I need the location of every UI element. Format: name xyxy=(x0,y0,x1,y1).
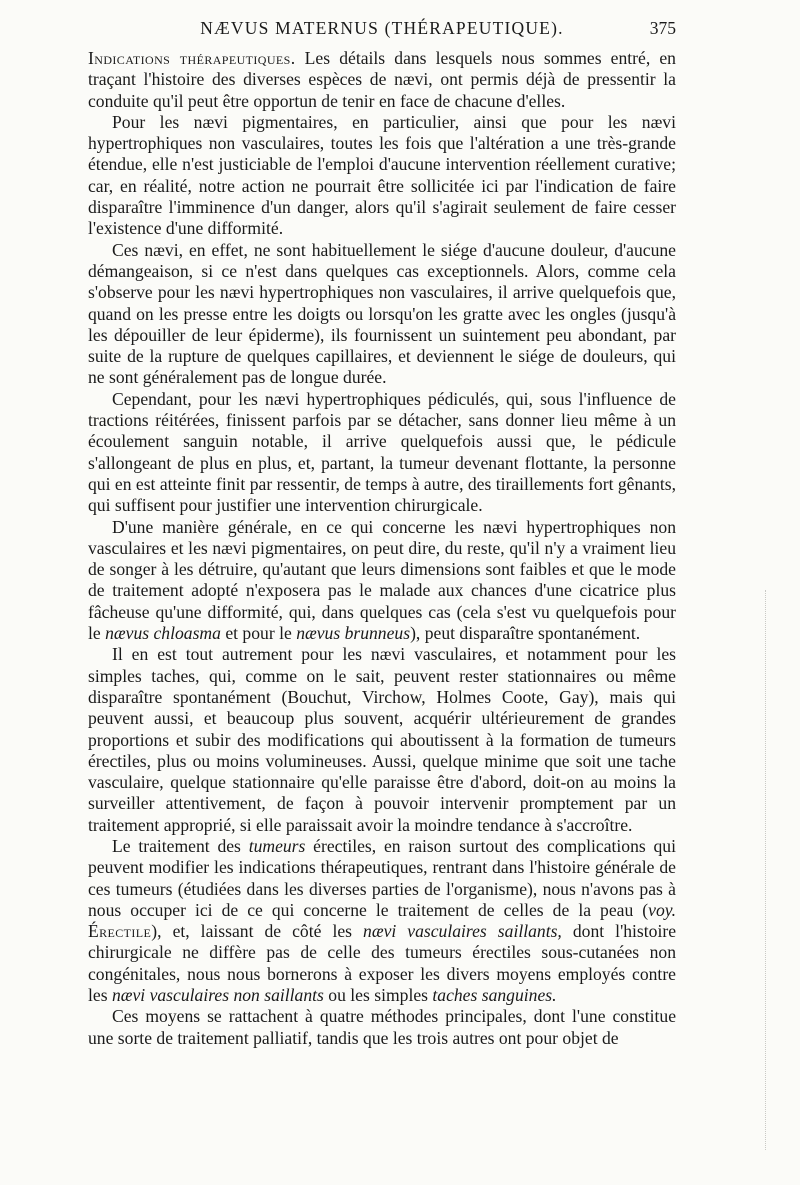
paragraph-text: ), et, laissant de côté les xyxy=(151,921,364,942)
italic-term: nævus brunneus xyxy=(296,623,411,644)
italic-term: nævus chloasma xyxy=(105,623,221,644)
paragraph-text: D'une manière générale, en ce qui concerne les nævi hypertrophiques non vasculaires et les nævi pigmentaires, on peut dire, du reste, qu'il n'y a vraiment lieu de songer à les détruire, qu'autant que leurs dimensions sont faibles et que le mode de traitement adopté n'exposera pas le malade aux chances d'une cicatrice plus fâcheuse qu'une difformité, qui, dans quelques cas (cela s'est vu quelquefois pour le xyxy=(88,516,676,644)
cross-reference: Érectile xyxy=(88,921,152,942)
italic-term: taches sanguines. xyxy=(432,985,557,1006)
paragraph-text: ou les simples xyxy=(323,985,433,1006)
paragraph-text: et pour le xyxy=(220,623,297,644)
paragraph-text: ), peut disparaître spontanément. xyxy=(410,623,641,644)
page-number: 375 xyxy=(649,18,676,38)
paragraph-moyens: Ces moyens se rattachent à quatre méthodes principales, dont l'une constitue une sorte de traitement palliatif, tandis que les trois autres ont pour objet de xyxy=(88,1006,676,1048)
paragraph-ces-naevi: Ces nævi, en effet, ne sont habituellement le siége d'aucune douleur, d'aucune démangeaison, si ce n'est dans quelques cas exceptionnels. Alors, comme cela s'observe pour les nævi hypertrophiques non vasculaires, il arrive quelquefois que, quand on les presse entre les doigts ou lorsqu'on les gratte avec les ongles (jusqu'à les dépouiller de leur épiderme), ils fournissent un suintement peu abondant, par suite de la rupture de quelques capillaires, et deviennent le siége de douleurs, qui ne sont généralement pas de longue durée. xyxy=(88,239,676,388)
paragraph-text: Les détails dans lesquels nous sommes entré, en traçant l'histoire des diverses espèces de nævi, ont permis déjà de pressentir la conduite qu'il peut être opportun de tenir en face de chacune d'elles. xyxy=(88,48,676,111)
paragraph-naevi-vasculaires: Il en est tout autrement pour les nævi vasculaires, et notamment pour les simples taches, qui, comme on le sait, peuvent rester stationnaires ou même disparaître spontanément (Bouchut, Virchow, Holmes Coote, Gay), mais qui peuvent aussi, et beaucoup plus souvent, acquérir ultérieurement de grandes proportions et subir des modifications qui aboutissent à la formation de tumeurs érectiles, plus ou moins volumineuses. Aussi, quelque minime que soit une tache vasculaire, quelque stationnaire qu'elle paraisse être d'abord, doit-on au moins la surveiller attentivement, de façon à pouvoir intervenir promptement par un traitement approprié, si elle paraissait avoir la moindre tendance à s'accroître. xyxy=(88,644,676,835)
paragraph-pigmentaires: Pour les nævi pigmentaires, en particulier, ainsi que pour les nævi hypertrophiques non vasculaires, toutes les fois que l'altération a une très-grande étendue, elle n'est justiciable de l'emploi d'aucune intervention réellement curative; car, en réalité, notre action ne pourrait être sollicitée ici par l'indication de faire disparaître l'imminence d'un danger, alors qu'il s'agirait seulement de faire cesser l'existence d'une difformité. xyxy=(88,111,676,239)
italic-term: voy. xyxy=(648,899,676,920)
paragraph-maniere-generale xyxy=(88,517,676,645)
paragraph-indications xyxy=(88,48,676,112)
paragraph-traitement xyxy=(88,836,676,1006)
paragraph-text: dont l'histoire chirurgicale ne diffère pas de celle des tumeurs érectiles sous-cutanées non congénitales, nous nous bornerons à exposer les divers moyens employés contre les xyxy=(88,921,677,1006)
paragraph-cependant: Cependant, pour les nævi hypertrophiques pédiculés, qui, sous l'influence de tractions réitérées, finissent parfois par se détacher, sans donner lieu même à un écoulement sanguin notable, il arrive quelquefois aussi que, le pédicule s'allongeant de plus en plus, et, partant, la tumeur devenant flottante, la personne qui en est atteinte finit par ressentir, de temps à autre, des tiraillements fort gênants, qui suffisent pour justifier une intervention chirurgicale. xyxy=(88,388,677,516)
section-lead: Indications thérapeutiques. xyxy=(88,48,296,68)
paragraph-text: érectiles, en raison surtout des complications qui peuvent modifier les indications thérapeutiques, rentrant dans l'histoire générale de ces tumeurs (étudiées dans les diverses parties de l'organisme), nous n'avons pas à nous occuper ici de ce qui concerne le traitement de celles de la peau ( xyxy=(88,835,676,920)
page-header xyxy=(88,18,676,44)
margin-ruler-marks xyxy=(765,590,766,1150)
paragraph-text: Le traitement des xyxy=(112,835,249,856)
body-text xyxy=(88,48,676,1049)
italic-term: nævi vasculaires saillants, xyxy=(363,921,562,942)
italic-term: nævi vasculaires non saillants xyxy=(111,985,324,1006)
running-title: NÆVUS MATERNUS (THÉRAPEUTIQUE). xyxy=(200,18,564,38)
italic-term: tumeurs xyxy=(248,835,306,856)
